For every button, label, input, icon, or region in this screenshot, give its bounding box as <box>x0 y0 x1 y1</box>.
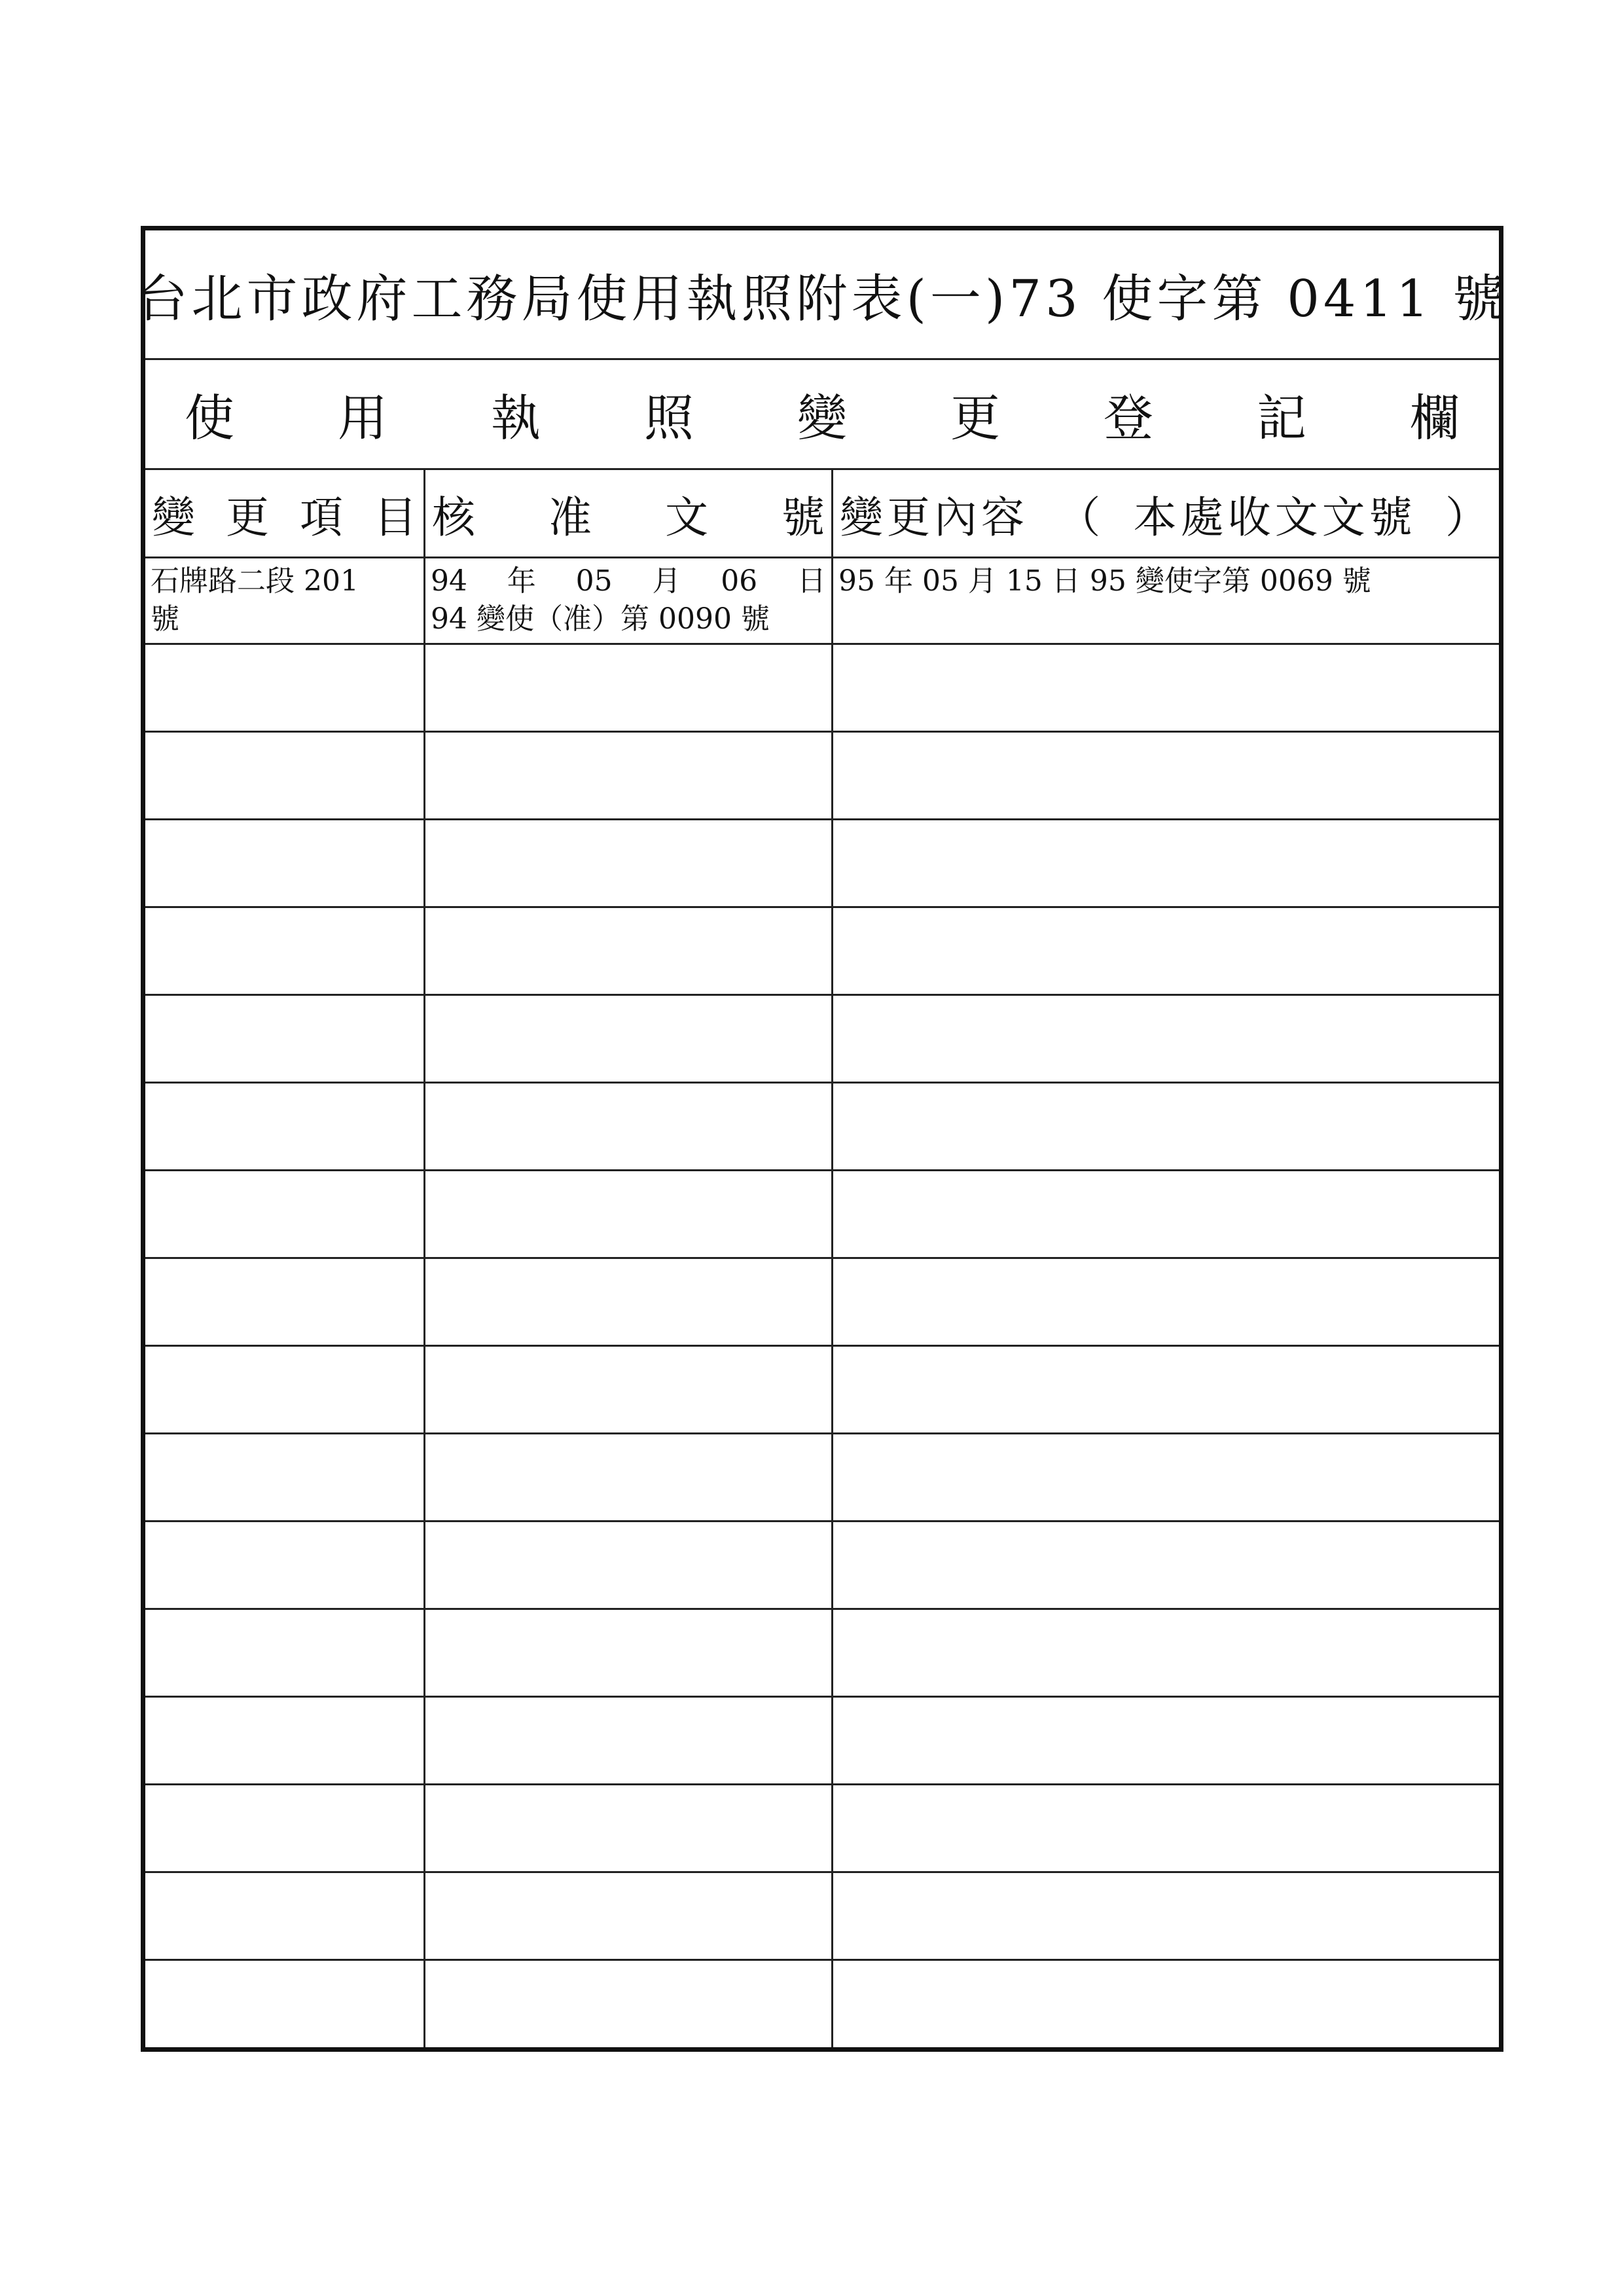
row-divider <box>145 1432 1499 1434</box>
section-heading-char: 變 <box>797 389 847 447</box>
row-divider <box>145 1257 1499 1259</box>
section-heading <box>185 360 1460 468</box>
row-divider <box>145 1082 1499 1084</box>
column-header-change-content <box>833 470 1499 556</box>
column-header-approval-number <box>425 470 831 556</box>
column-header-part: （ <box>1057 492 1105 543</box>
row-divider <box>145 1959 1499 1961</box>
cell-text: 94 變使（准）第 0090 號 <box>431 602 770 636</box>
document-title: 台北市政府工務局使用執照附表(一)73 使字第 0411 號 <box>136 269 1508 329</box>
date-part: 06 <box>721 564 758 598</box>
section-heading-char: 用 <box>338 389 387 447</box>
column-header-char: 變 <box>152 492 195 543</box>
row-divider <box>145 1345 1499 1347</box>
column-header-char: 核 <box>432 492 475 543</box>
row-divider <box>145 1608 1499 1610</box>
table-cell-change-content <box>833 558 1499 604</box>
date-part: 日 <box>797 564 826 598</box>
section-heading-char: 使 <box>185 389 234 447</box>
section-heading-char: 執 <box>491 389 541 447</box>
date-part: 月 <box>652 564 681 598</box>
section-heading-char: 登 <box>1104 389 1153 447</box>
column-header-part: ） <box>1445 492 1492 543</box>
date-part: 年 <box>507 564 536 598</box>
column-header-change-item <box>145 470 423 556</box>
column-header-char: 號 <box>782 492 825 543</box>
date-part: 94 <box>431 564 467 598</box>
cell-text: 95 年 05 月 15 日 95 變使字第 0069 號 <box>838 564 1371 598</box>
approval-date <box>431 562 826 600</box>
section-heading-char: 照 <box>644 389 694 447</box>
row-divider <box>145 1696 1499 1698</box>
registration-table-frame <box>136 226 1508 2052</box>
column-header-part: 變更內容 <box>840 492 1028 543</box>
section-heading-char: 記 <box>1257 389 1306 447</box>
section-heading-char: 更 <box>950 389 1000 447</box>
cell-text: 石牌路二段 201 <box>151 564 359 598</box>
table-cell-approval-number <box>425 558 831 642</box>
row-divider <box>145 1169 1499 1171</box>
column-header-part: 本處收文文號 <box>1133 492 1416 543</box>
row-divider <box>145 1783 1499 1785</box>
column-divider <box>831 470 833 2047</box>
date-part: 05 <box>575 564 613 598</box>
row-divider <box>145 818 1499 820</box>
row-divider <box>145 906 1499 908</box>
column-header-char: 目 <box>374 492 417 543</box>
column-divider <box>423 470 425 2047</box>
table-cell-change-item <box>145 558 423 642</box>
column-header-char: 文 <box>665 492 708 543</box>
column-header-char: 更 <box>226 492 269 543</box>
section-heading-char: 欄 <box>1410 389 1460 447</box>
cell-text: 號 <box>151 602 179 636</box>
row-divider <box>145 994 1499 996</box>
column-header-char: 項 <box>300 492 343 543</box>
row-divider <box>145 643 1499 645</box>
row-divider <box>145 1871 1499 1873</box>
row-divider <box>145 731 1499 733</box>
column-header-char: 准 <box>548 492 592 543</box>
row-divider <box>145 1520 1499 1522</box>
